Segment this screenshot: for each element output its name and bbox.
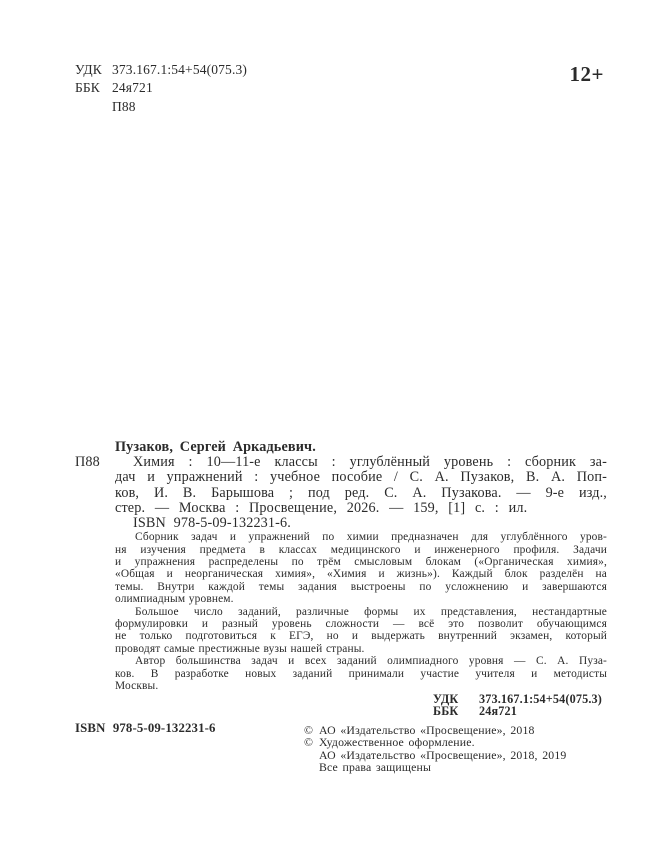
annotation-line: темы. Внутри каждой темы задания выстроены по усложнению и завершаются (115, 580, 607, 593)
bibliographic-description (115, 455, 607, 516)
bbk-value: 24я721 (112, 80, 153, 96)
bib-line: Химия : 10—11-е классы : углублённый уровень : сборник за- (133, 454, 607, 471)
copyright-symbol-empty (304, 749, 319, 761)
annotation (115, 531, 607, 692)
annotation-line: Большое число заданий, различные формы их представления, нестандартные (135, 605, 607, 618)
copyright-symbol-empty (304, 761, 319, 773)
annotation-line: Москвы. (115, 680, 159, 693)
footer-isbn: ISBN 978-5-09-132231-6 (75, 721, 216, 735)
author-code: П88 (112, 98, 136, 114)
annotation-line: Сборник задач и упражнений по химии предназначен для углублённого уров- (135, 531, 607, 544)
annotation-line: не только подготовиться к ЕГЭ, но и выдержать внутренний экзамен, который (115, 630, 607, 643)
annotation-line: олимпиадным уровнем. (115, 593, 234, 606)
age-rating-badge: 12+ (569, 62, 604, 86)
copyright-line: Художественное оформление. (319, 735, 475, 750)
bbk-label: ББК (75, 80, 100, 96)
bottom-udk-value: 373.167.1:54+54(075.3) (479, 691, 602, 706)
copyright-line: АО «Издательство «Просвещение», 2018, 2019 (319, 747, 567, 762)
annotation-line: ков. В разработке новых заданий принимали участие учителя и методисты (115, 667, 607, 680)
card-author-code: П88 (75, 454, 100, 470)
card-isbn: ISBN 978-5-09-132231-6. (133, 515, 291, 532)
copyright-symbol: © (304, 723, 314, 737)
bottom-bbk-value: 24я721 (479, 704, 517, 719)
bib-line: дач и упражнений : учебное пособие / С. А. Пузаков, В. А. Поп- (115, 469, 607, 486)
bottom-bbk-label: ББК (433, 704, 459, 719)
annotation-line: и упражнения распределены по трём смысловым блокам («Органическая химия», (115, 556, 607, 569)
bottom-udk-label: УДК (433, 691, 459, 706)
annotation-line: ня изучения предмета в классах медицинского и инженерного профиля. Задачи (115, 543, 607, 556)
author-heading: Пузаков, Сергей Аркадьевич. (115, 439, 316, 455)
bib-line: ков, И. В. Барышова ; под ред. С. А. Пузакова. — 9-е изд., (115, 484, 607, 501)
footer (75, 721, 607, 774)
bottom-classification-codes (433, 693, 607, 719)
annotation-line: «Общая и неорганическая химия», «Химия и жизнь»). Каждый блок разделён на (115, 568, 607, 581)
annotation-line: проводят самые престижные вузы нашей страны. (115, 642, 365, 655)
udk-label: УДК (75, 62, 102, 77)
copyright-line: АО «Издательство «Просвещение», 2018 (319, 723, 535, 737)
udk-value: 373.167.1:54+54(075.3) (112, 62, 248, 77)
catalog-card (75, 440, 607, 718)
annotation-line: Автор большинства задач и всех заданий олимпиадного уровня — С. А. Пуза- (135, 655, 607, 668)
top-classification-codes (75, 61, 247, 116)
annotation-line: формулировки и разный уровень сложности — всё это позволит обучающимся (115, 618, 607, 631)
copyright-line: Все права защищены (319, 759, 432, 774)
copyright-block (304, 724, 566, 773)
spacer (75, 98, 112, 116)
bib-line: стер. — Москва : Просвещение, 2026. — 159, [1] с. : ил. (115, 499, 528, 516)
copyright-symbol: © (304, 735, 314, 750)
